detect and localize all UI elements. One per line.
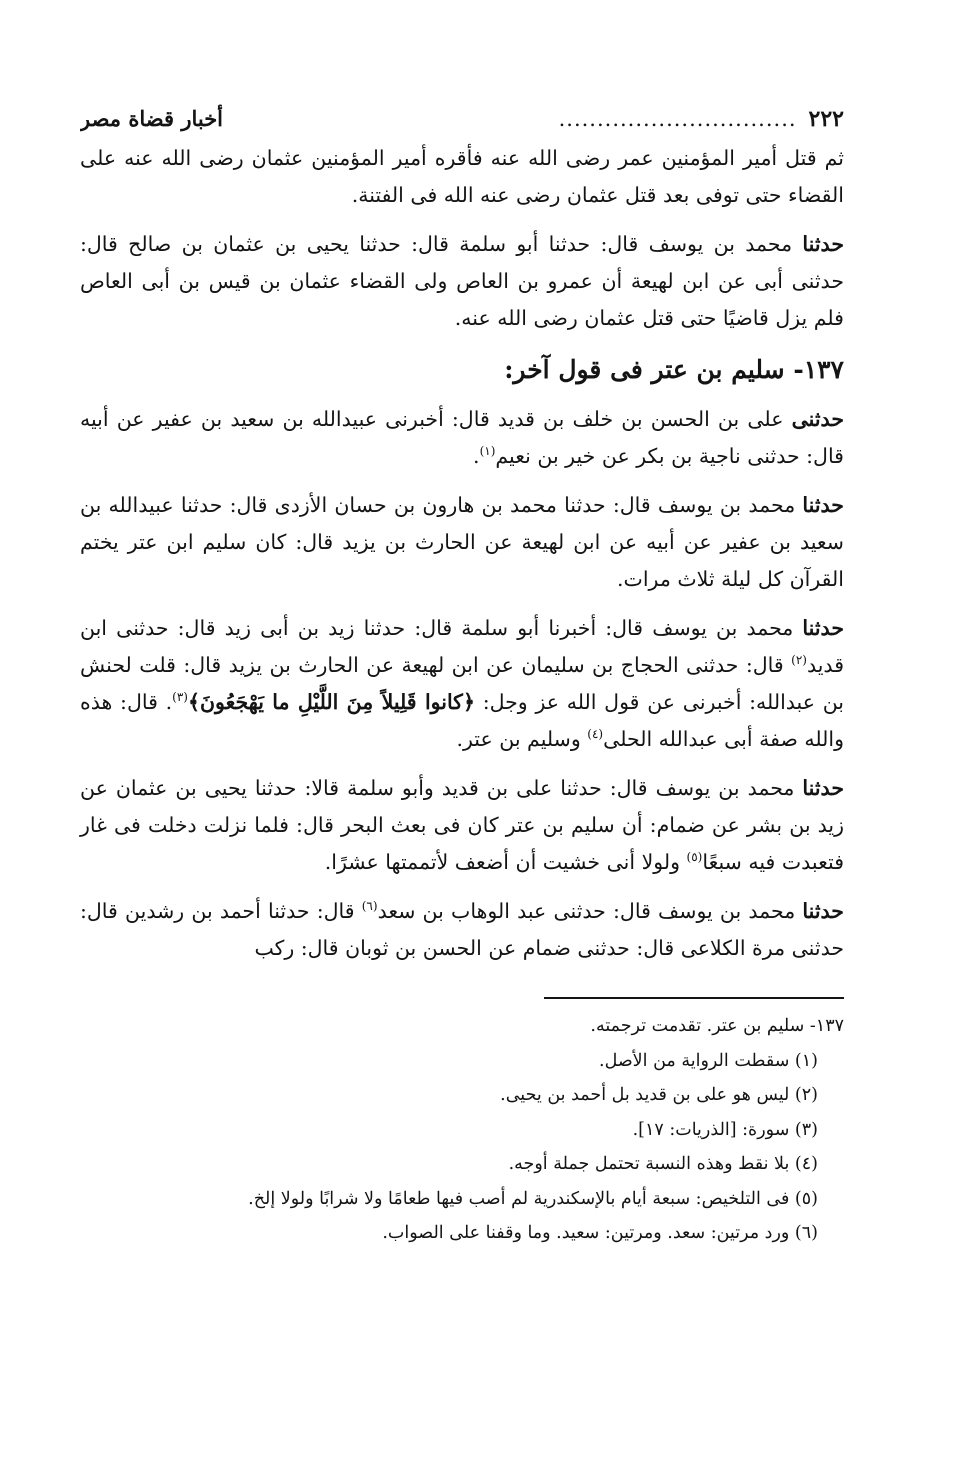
entry-text-end: قال: حدثنا أحمد بن رشدين قال: حدثنى مرة الكلاعى قال: حدثنى ضمام عن الحسن بن ثوبان قال: ركب (80, 899, 844, 960)
running-header (80, 98, 844, 140)
entry-text-end: . (473, 444, 480, 468)
paragraph-1 (80, 140, 844, 214)
footnote-ref: (١) (479, 444, 496, 459)
footnotes (80, 1009, 844, 1251)
footnote-ref: (٦) (361, 899, 378, 914)
footnote-item: (٢) ليس هو على بن قديد بل أحمد بن يحيى. (500, 1085, 818, 1105)
entry-text: محمد بن يوسف قال: حدثنا محمد بن هارون بن حسان الأزدى قال: حدثنا عبيدالله بن سعيد بن عفير عن أبيه عن ابن لهيعة عن الحارث بن يزيد قال: كان سليم ابن عتر يختم القرآن كل ليلة ثلاث مرات. (80, 493, 844, 591)
footnote-divider (544, 997, 844, 999)
paragraph-text: ثم قتل أمير المؤمنين عمر رضى الله عنه فأقره أمير المؤمنين عثمان رضى الله عنه على القضاء حتى توفى بعد قتل عثمان رضى عنه الله فى الفتنة. (80, 146, 844, 207)
footnote-item: ١٣٧- سليم بن عتر. تقدمت ترجمته. (590, 1016, 844, 1036)
footnote-item: (٣) سورة: [الذريات: ١٧]. (632, 1119, 818, 1140)
entry-text: محمد بن يوسف قال: حدثنا على بن قديد وأبو سلمة قالا: حدثنا يحيى بن عثمان عن زيد بن بشر عن ضمام: أن سليم بن عتر كان فى بعث البحر قال: فلما نزلت دخلت فى غار فتعبدت فيه سبعًا (80, 776, 844, 874)
entry-lead-word: حدثنا (802, 776, 844, 800)
footnote-item: (٥) فى التلخيص: سبعة أيام بالإسكندرية لم أصب فيها طعامًا ولا شرابًا ولولا إلخ. (248, 1188, 818, 1209)
entry-lead-word: حدثنا (802, 899, 844, 923)
entry-text: . قال: هذه والله صفة أبى عبدالله الحلى (80, 690, 844, 751)
entry-4 (80, 770, 844, 881)
page-number: ٢٢٢ (808, 106, 844, 132)
entry-lead-word: حدثنا (802, 616, 844, 640)
paragraph-lead-word: حدثنا (802, 232, 844, 256)
paragraph-2 (80, 226, 844, 337)
entry-text: محمد بن يوسف قال: أخبرنا أبو سلمة قال: حدثنا زيد بن أبى زيد قال: حدثنى ابن قديد (80, 616, 844, 677)
entry-text: وسليم بن عتر. (456, 727, 588, 751)
footnote-ref: (٢) (791, 653, 807, 668)
entry-3 (80, 610, 844, 758)
entry-2 (80, 487, 844, 598)
section-title: ١٣٧- سليم بن عتر فى قول آخر: (504, 355, 844, 384)
footnote-ref: (٥) (686, 850, 703, 865)
entry-lead-word: حدثنا (802, 493, 844, 517)
paragraph-text: محمد بن يوسف قال: حدثنا أبو سلمة قال: حدثنا يحيى بن عثمان بن صالح قال: حدثنى أبى عن ابن لهيعة أن عمرو بن العاص ولى القضاء عثمان بن قيس بن أبى العاص فلم يزل قاضيًا حتى قتل عثمان رضى الله عنه. (80, 232, 844, 330)
header-leader-dots: ............................... (558, 107, 797, 131)
footnote-item: (٦) ورد مرتين: سعد. ومرتين: سعيد. وما وقفنا على الصواب. (382, 1223, 818, 1243)
entry-text: قال: حدثنى الحجاج بن سليمان عن ابن لهيعة عن الحارث بن يزيد قال: قلت لحنش بن عبدالله: أخبرنى عن قول الله عز وجل: (80, 653, 845, 714)
entry-text: محمد بن يوسف قال: حدثنى عبد الوهاب بن سعد (377, 899, 796, 923)
entry-lead-word: حدثنى (791, 407, 844, 431)
entry-1 (80, 401, 844, 475)
entry-text-end: ولولا أنى خشيت أن أضعف لأتممتها عشرًا. (324, 850, 687, 874)
footnote-item: (٤) بلا نقط وهذه النسبة تحتمل جملة أوجه. (508, 1154, 818, 1174)
footnote-ref: (٤) (587, 727, 604, 742)
quran-verse: ﴿كانوا قَلِيلاً مِنَ اللَّيْلِ ما يَهْجَعُونَ﴾ (187, 690, 475, 714)
entry-5 (80, 893, 844, 967)
book-title: أخبار قضاة مصر (80, 106, 224, 131)
footnote-item: (١) سقطت الرواية من الأصل. (599, 1050, 818, 1071)
entry-text: على بن الحسن بن خلف بن قديد قال: أخبرنى عبيدالله بن سعيد بن عفير عن أبيه قال: حدثنى ناجية بن بكر عن خير بن نعيم (80, 407, 844, 468)
footnote-ref: (٣) (172, 690, 188, 705)
